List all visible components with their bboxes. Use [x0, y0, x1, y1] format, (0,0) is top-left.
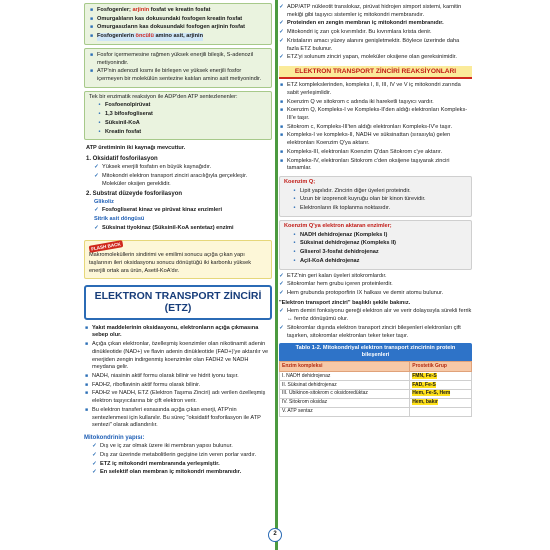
table-cell: FAD, Fe-S: [410, 381, 472, 390]
list-item: ■ Fosfogenlerin öncülü amino asit, arjinin: [89, 33, 204, 40]
list-item: • Gliserol 3-fosfat dehidrojenaz: [293, 249, 379, 256]
bullet-icon: •: [293, 249, 296, 256]
check-icon: ✓: [92, 460, 97, 467]
table-cell: IV. Sitokrom oksidaz: [280, 398, 410, 407]
square-bullet-icon: ■: [279, 148, 284, 155]
bullet-icon: •: [293, 240, 296, 247]
list-item: ■ Omurgalıların kas dokusundaki fosfogen kreatin fosfat: [89, 15, 243, 22]
square-bullet-icon: ■: [279, 157, 284, 164]
mito-title: Mitokondrinin yapısı:: [84, 435, 145, 442]
list-item: ✓ Dış zar üzerinde metabolitlerin geçişine izin veren porlar vardır.: [92, 452, 257, 459]
check-icon: ✓: [92, 443, 97, 450]
list-item: ✓ Dış ve iç zar olmak üzere iki membran yapısı bulunur.: [92, 443, 233, 450]
check-icon: ✓: [94, 164, 99, 171]
list-item: ■ Omurgasızların kas dokusundaki fosfogen arjinin fosfat: [89, 24, 245, 31]
notes-box: [84, 48, 272, 88]
bullet-icon: •: [98, 111, 101, 118]
table-row: [280, 372, 472, 381]
table-row: [280, 398, 472, 407]
list-item: ✓ Mitokondri iç zarı çok kıvrımlıdır. Bu kıvrımlara krista denir.: [279, 29, 432, 36]
table-cell: I. NADH dehidrojenaz: [280, 372, 410, 381]
flashback-badge: FLASH BACK: [89, 240, 124, 253]
check-icon: ✓: [92, 452, 97, 459]
koenzimq-box: [279, 176, 472, 217]
list-item: ■ Yakıt maddelerinin oksidasyonu, elektronların açığa çıkmasına sebep olur.: [84, 324, 259, 339]
table-header-row: [280, 362, 472, 372]
square-bullet-icon: ■: [84, 390, 89, 397]
list-item: ✓ ADP/ATP nükleotit translokaz, pirüvat hidrojen simport sistemi, karnitin mekiği gibi taşıyıcı sistemler iç mitokondri membranıdır.: [279, 4, 462, 18]
list-item: ✓ Sitokromlar hem grubu içeren proteinlerdir.: [279, 281, 393, 288]
table-row: [280, 389, 472, 398]
table-cell: II. Süksinat dehidrojenaz: [280, 381, 410, 390]
square-bullet-icon: ■: [89, 33, 94, 40]
list-item: ■ Bu elektron transferi esnasında açığa çıkan enerji, ATP'nin sentezlenmesi için kullanılır. Bu süreç "oksidatif fosforilasyon ile ATP sentezi" olarak adlandırılır.: [84, 406, 261, 429]
list-item: ■ Kompleks-I ve kompleks-II, NADH ve süksinattan (sırasıyla) gelen elektronları Koenzim Q'ya aktarır.: [279, 132, 451, 147]
page-number: 2: [268, 528, 282, 542]
right-column: [279, 3, 472, 417]
enzymatic-intro: Tek bir enzimatik reaksiyon ile ADP'den ATP sentezlenenler:: [89, 93, 238, 100]
check-icon: ✓: [279, 20, 284, 27]
bullet-icon: •: [293, 196, 296, 203]
components-table: [279, 361, 472, 416]
check-icon: ✓: [279, 4, 284, 10]
list-item: ✓ Hem grubunda protoporfirin IX halkası ve demir atomu bulunur.: [279, 289, 444, 296]
table-cell: [410, 407, 472, 416]
bullet-icon: •: [98, 119, 101, 126]
list-item: ■ ETZ komplekslerinden, kompleks I, II, III, IV ve V iç mitokondri zarında sabit yerleşimlidir.: [279, 82, 461, 96]
list-item: ✓ Hem demiri fonksiyonu gereği elektron alır ve verir dolayısıyla sürekli ferrik ↔ ferröz dönüşümü olur.: [279, 308, 472, 323]
flashback-text: Makromoleküllerin sindirimi ve emilimi sonucu açığa çıkan yapı taşlarının ileri oksidasyonu sonucu dönüştüğü iki karbonlu yüksek enerjili ortak ara ürün, Asetil-KoA'dır.: [89, 252, 252, 274]
list-item: ✓ Süksinat tiyokinaz (Süksinil-KoA sentetaz) enzimi: [94, 224, 234, 231]
atp-heading-2: 2. Substrat düzeyde fosforilasyon: [86, 191, 183, 198]
square-bullet-icon: ■: [279, 82, 284, 89]
check-icon: ✓: [279, 281, 284, 288]
check-icon: ✓: [279, 29, 284, 36]
table-cell: FMN, Fe-S: [410, 372, 472, 381]
square-bullet-icon: ■: [89, 15, 94, 22]
list-item: • Uzun bir izoprenoit kuyruğu olan bir kinon türevidir.: [293, 196, 426, 203]
list-item: ■ FADH2 ve NADH, ETZ (Elektron Taşıma Zinciri) adı verilen özelleşmiş elektron taşıyıcılarına bir çift elektron verir.: [84, 390, 266, 405]
list-item: ✓ Kristaların amacı yüzey alanını genişletmektir. Böylece üzerinde daha fazla ETZ bulunur.: [279, 37, 460, 52]
square-bullet-icon: ■: [279, 107, 284, 114]
list-item: ✓ ETZ'nin geri kalan üyeleri sitokromlardır.: [279, 272, 387, 279]
square-bullet-icon: ■: [84, 406, 89, 413]
acceptor-box: [279, 220, 472, 270]
square-bullet-icon: ■: [279, 132, 284, 139]
check-icon: ✓: [279, 272, 284, 279]
list-item: ■ Fosfor içermemesine rağmen yüksek enerjili bileşik, S-adenozil metiyonindir.: [89, 51, 254, 66]
flashback-box: [84, 240, 272, 279]
check-icon: ✓: [279, 37, 284, 44]
square-bullet-icon: ■: [84, 381, 89, 388]
list-item: ■ Açığa çıkan elektronlar, özelleşmiş koenzimler olan nikotinamit adenin dinükleotide (NAD+) ve flavin adenin dinükleotide (FAD+)'ye aktarılır ve enerjiden zengin indirgenmiş koenzimler olan FADH2 ve NADH meydana gelir.: [84, 341, 269, 371]
glikoliz-label: Glikoliz: [94, 198, 114, 205]
check-icon: ✓: [279, 54, 284, 61]
list-item: ✓ Yüksek enerjili fosfatın en büyük kaynağıdır.: [94, 164, 212, 171]
reactions-title: ELEKTRON TRANSPORT ZİNCİRİ REAKSİYONLARI: [279, 66, 472, 79]
list-item: • NADH dehidrojenaz (Kompleks I): [293, 231, 388, 238]
check-icon: ✓: [94, 224, 99, 231]
protein-table: [279, 343, 472, 416]
list-item: • Elektronların ilk toplanma noktasıdır.: [293, 205, 391, 212]
bullet-icon: •: [293, 231, 296, 238]
koenzimq-title: Koenzim Q;: [284, 179, 316, 186]
square-bullet-icon: ■: [279, 98, 284, 105]
square-bullet-icon: ■: [89, 7, 94, 13]
list-item: ✓ Fosfogliserat kinaz ve pirüvat kinaz enzimleri: [94, 207, 222, 214]
square-bullet-icon: ■: [84, 341, 89, 348]
table-caption: Tablo 1-2. Mitokondriyal elektron transport zincirinin protein bileşenleri: [279, 343, 472, 361]
check-icon: ✓: [279, 289, 284, 296]
check-icon: ✓: [92, 469, 97, 476]
square-bullet-icon: ■: [84, 373, 89, 379]
table-cell: Hem, Fe-S, Hem: [410, 389, 472, 398]
list-item: • Süksinat dehidrojenaz (Kompleks II): [293, 240, 397, 247]
list-item: ■ Koenzim Q, Kompleks-I ve Kompleks-II'den aldığı elektronları Kompleks-III'e taşır.: [279, 107, 468, 121]
list-item: ✓ Sitokromlar dışında elektron transport zinciri bileşenleri elektronları çift taşırken, sitokromlar elektronları teker teker taşır.: [279, 324, 461, 339]
check-icon: ✓: [94, 207, 99, 214]
square-bullet-icon: ■: [279, 123, 284, 130]
square-bullet-icon: ■: [89, 24, 94, 31]
list-item: • Kreatin fosfat: [98, 128, 142, 135]
check-icon: ✓: [279, 324, 284, 331]
list-item: ■ NADH, niasinin aktif formu olarak bilinir ve hidrit iyonu taşır.: [84, 373, 239, 379]
atp-intro: ATP üretiminin iki kaynağı mevcuttur.: [86, 145, 186, 152]
list-item: ✓ ETZ iç mitokondri membranında yerleşmiştir.: [92, 460, 220, 467]
check-icon: ✓: [94, 173, 99, 180]
list-item: ■ FADH2, riboflavinin aktif formu olarak bilinir.: [84, 381, 201, 388]
check-icon: ✓: [279, 308, 284, 315]
square-bullet-icon: ■: [89, 51, 94, 58]
list-item: • Süksinil-KoA: [98, 119, 140, 126]
list-item: ✓ Mitokondri elektron transport zinciri aracılığıyla gerçekleşir. Moleküler oksijen gereklidir.: [94, 173, 248, 187]
list-item: ■ Sitokrom c, Kompleks-III'ten aldığı elektronları Kompleks-IV'e taşır.: [279, 123, 453, 130]
table-cell: III. Ubikinon-sitokrom c oksidoredüktaz: [280, 389, 410, 398]
list-item: ■ Kompleks-IV, elektronları Sitokrom c'den oksijene taşıyarak zinciri tamamlar.: [279, 157, 450, 172]
list-item: ■ Koenzim Q ve sitokrom c adında iki hareketli taşıyıcı vardır.: [279, 98, 434, 105]
atp-section: [84, 143, 272, 235]
table-row: [280, 407, 472, 416]
square-bullet-icon: ■: [84, 324, 89, 331]
atp-heading-1: 1. Oksidatif fosforilasyon: [86, 156, 158, 163]
table-cell: V. ATP sentaz: [280, 407, 410, 416]
fosfogen-box: [84, 3, 272, 45]
list-item: ✓ Proteinden en zengin membran iç mitokondri membranıdır.: [279, 20, 444, 27]
bullet-icon: •: [98, 128, 101, 135]
etz-list: [84, 325, 272, 430]
bullet-icon: •: [293, 205, 296, 212]
table-cell: Hem, bakır: [410, 398, 472, 407]
list-item: • Lipit yapılıdır. Zincirin diğer üyeleri proteindir.: [293, 187, 411, 194]
column-divider: [275, 0, 278, 550]
hem-title: "Elektron transport zinciri" başlıklı şekile bakınız.: [279, 299, 411, 306]
table-row: [280, 381, 472, 390]
list-item: ■ Kompleks-III, elektronları Koenzim Q'dan Sitokrom c'ye aktarır.: [279, 148, 443, 155]
bullet-icon: •: [293, 187, 296, 194]
acceptor-title: Koenzim Q'ya elektron aktaran enzimler;: [284, 222, 392, 229]
list-item: ■ ATP'nin adenozil kısmı ile birleşen ve yüksek enerjili fosfor içermeyen bir molekülün sentezine katılan amino asit metiyonindir.: [89, 68, 262, 83]
list-item: ✓ ETZ'yi solunum zinciri yapan, moleküler oksijene olan gereksinimidir.: [279, 54, 457, 61]
table-header: Enzim kompleksi: [280, 362, 410, 372]
enzymatic-box: [84, 91, 272, 141]
bullet-icon: •: [98, 102, 101, 109]
list-item: ■ Fosfogenler; arjinin fosfat ve kreatin fosfat: [89, 7, 211, 13]
bullet-icon: •: [293, 257, 296, 264]
list-item: • Açil-KoA dehidrojenaz: [293, 257, 360, 264]
square-bullet-icon: ■: [89, 68, 94, 75]
etz-title: ELEKTRON TRANSPORT ZİNCİRİ (ETZ): [84, 285, 272, 320]
list-item: • 1,3 bifosfogliserat: [98, 111, 153, 118]
list-item: • Fosfoenolpirüvat: [98, 102, 151, 109]
list-item: ✓ En selektif olan membran iç mitokondri membranıdır.: [92, 469, 242, 476]
table-header: Prostetik Grup: [410, 362, 472, 372]
left-column: [84, 3, 272, 478]
sitrik-label: Sitrik asit döngüsü: [94, 216, 145, 223]
